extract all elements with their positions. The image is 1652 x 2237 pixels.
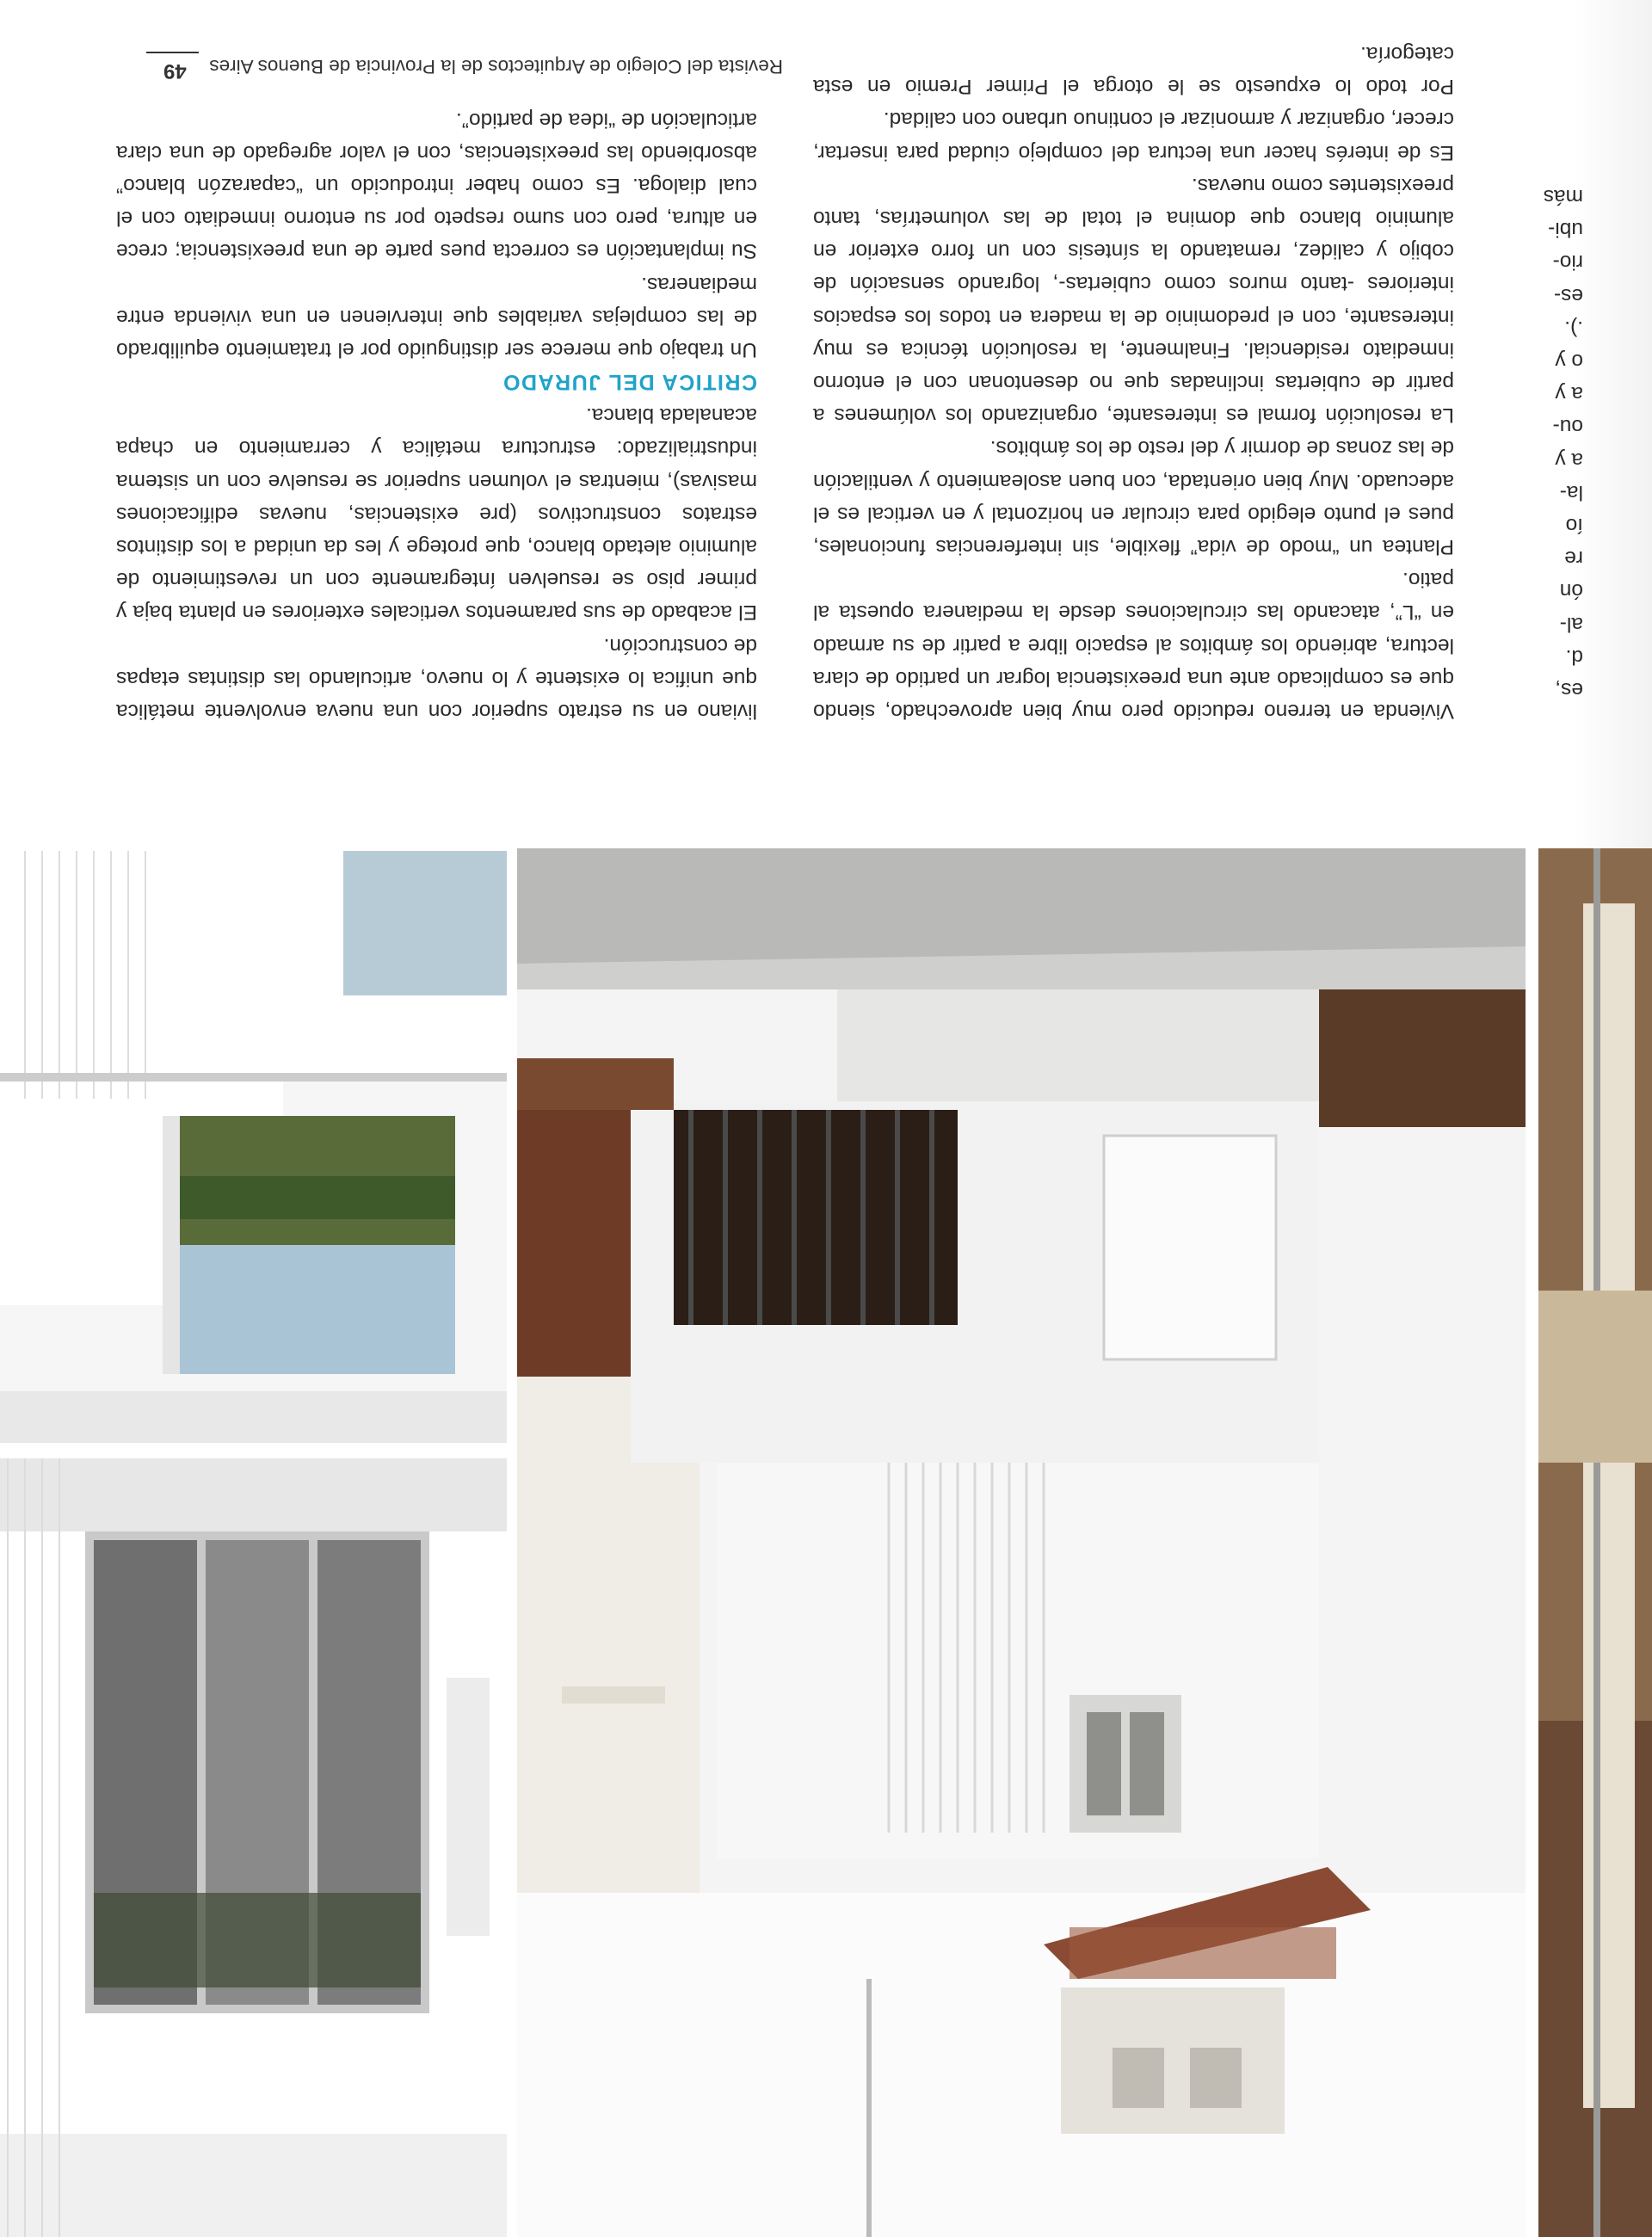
- gutter-fragment: la-: [1559, 480, 1583, 504]
- gutter-fragment: ou-: [1552, 415, 1583, 439]
- gutter-fragment: es-: [1553, 283, 1583, 307]
- gutter-text-fragments: [1544, 180, 1583, 706]
- paragraph: Plantea un “modo de vida” flexible, sin interferencias funcionales, pues el punto elegido para circular en horizontal y en vertical es el adecuado. Muy bien orientada, con buen asoleamiento y ventilación de las zonas de dormir y del resto de los ámbitos.: [813, 436, 1454, 558]
- gutter-fragment: ubi-: [1548, 218, 1583, 242]
- adjacent-page-photo: [1538, 848, 1652, 2237]
- gutter-fragment: ón: [1559, 579, 1583, 603]
- gutter-fragment: a y: [1555, 382, 1583, 406]
- article-column-right: [116, 102, 757, 727]
- page-footer: [146, 43, 783, 86]
- house-facade-photo: [517, 848, 1526, 2237]
- jury-heading: CRITICA DEL JURADO: [502, 369, 757, 394]
- paragraph: La resolución formal es interesante, organizando los volúmenes a partir de cubiertas inclinadas que no desentonan con el entorno inmediato residencial. Finalmente, la resolución técnica es muy interesante, con el predominio de la madera en todos los espacios interiores -tanto muros como cubiertas-, logrando sensación de cobijo y calidez, rematando la síntesis con un forro exterior en aluminio blanco que domina el total de las volumetrías, tanto preexistentes como nuevas.: [813, 173, 1454, 428]
- gutter-fragment: o y: [1555, 348, 1583, 373]
- gutter-fragment: a y: [1555, 447, 1583, 471]
- gutter-fragment: más: [1543, 184, 1583, 208]
- gutter-fragment: re: [1564, 546, 1583, 570]
- paragraph: Vivienda en terreno reducido pero muy bien aprovechado, siendo que es complicado ante una preexistencia lograr un partido de clara lectura, abriendo los ámbitos al espacio libre a partir de su armado en “L”, atacando las circulaciones desde la medianera opuesta al patio.: [813, 568, 1454, 723]
- page-number: 49: [146, 52, 199, 83]
- publication-name: Revista del Colegio de Arquitectos de la Provincia de Buenos Aires: [209, 56, 783, 77]
- gutter-fragment: ío: [1565, 513, 1583, 537]
- paragraph: Es de interés hacer una lectura del complejo ciudad para insertar, crecer, organizar y armonizar el continuo urbano con calidad.: [813, 108, 1454, 164]
- paragraph: El acabado de sus paramentos verticales exteriores en planta baja y primer piso se resuelven íntegramente con un revestimiento de aluminio aletado blanco, que protege y les da unidad a los distintos estratos constructivos (pre existencias, nuevas edificaciones masivas), mientras el volumen superior se resuelve con un sistema industrializado: estructura metálica y cerramiento en chapa acanalada blanca.: [116, 404, 757, 625]
- gutter-fragment: .).: [1564, 316, 1583, 340]
- paragraph: liviano en su estrato superior con una nueva envolvente metálica que unifica lo existente y lo nuevo, articulando las distintas etapas de construcción.: [116, 633, 757, 723]
- interior-window-photo: [0, 1458, 507, 2237]
- gutter-fragment: es,: [1555, 678, 1583, 701]
- paragraph: Su implantación es correcta pues parte de una preexistencia; crece en altura, pero con sumo respeto por su entorno inmediato con el cual dialoga. Es como haber introducido un “caparazón blanco” absorbiendo las preexistencias, con el valor agregado de una clara articulación de “idea de partido”.: [116, 108, 757, 263]
- article-column-left: [813, 37, 1454, 727]
- gutter-fragment: rio-: [1552, 250, 1583, 274]
- window-detail-photo: [0, 851, 507, 1443]
- paragraph: Un trabajo que merece ser distinguido por el tratamiento equilibrado de las complejas variables que intervienen en una vivienda entre medianeras.: [116, 272, 757, 361]
- gutter-fragment: d.: [1565, 644, 1583, 669]
- gutter-fragment: al-: [1559, 612, 1583, 636]
- paragraph: Por todo lo expuesto se le otorga el Primer Premio en esta categoría.: [813, 41, 1454, 99]
